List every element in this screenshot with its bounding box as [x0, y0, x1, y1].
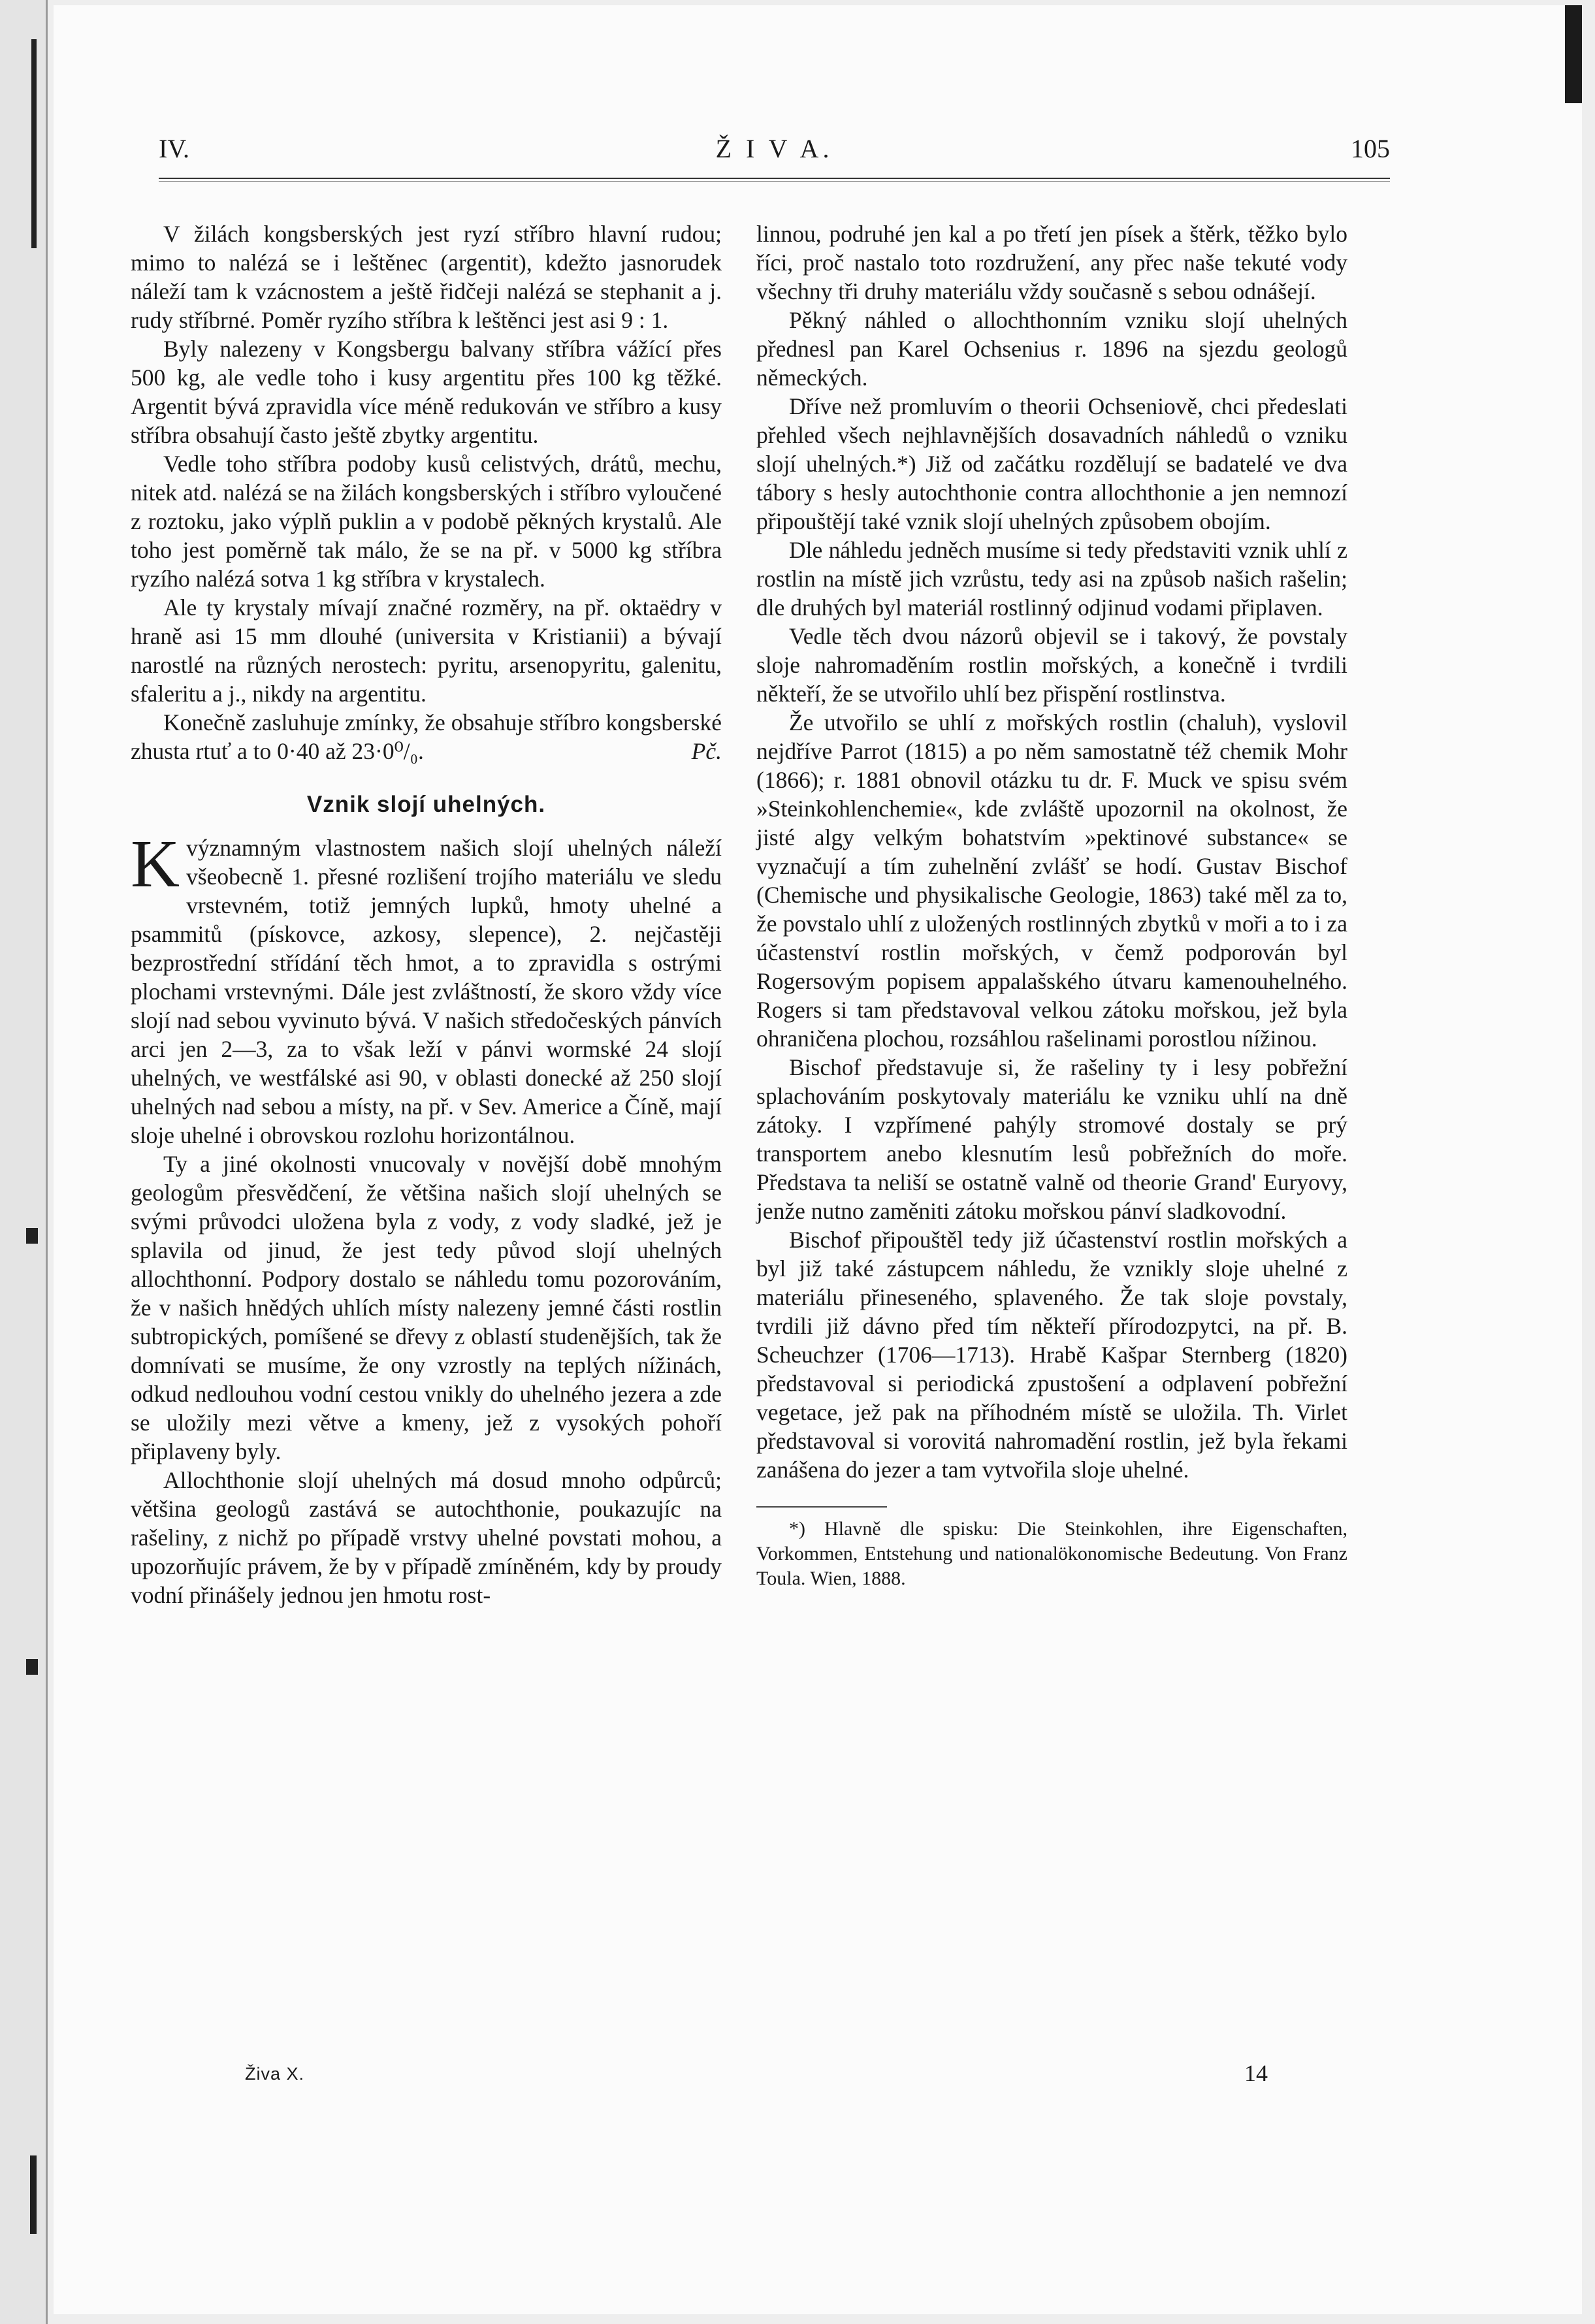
binding-mark — [26, 1659, 38, 1675]
paragraph: Ale ty krystaly mívají značné rozměry, na př. oktaëdry v hraně asi 15 mm dlouhé (universita v Kristianii) a bývají narostlé na různých nerostech: pyritu, arsenopyritu, galenitu, sfaleritu a j., nikdy na argentitu. — [131, 594, 722, 707]
volume-number: IV. — [159, 134, 190, 163]
binding-mark — [26, 1228, 38, 1244]
binding-mark — [31, 39, 37, 248]
paragraph: Vedle toho stříbra podoby kusů celistvých, drátů, mechu, nitek atd. nalézá se na žilách kongsberských i stříbro vyloučené z roztoku, jako výplň puklin a v podobě pěkných krystalů. Ale toho jest poměrně tak málo, že se na př. v 5000 kg stříbra ryzího nalézá sotva 1 kg stříbra v krystalech. — [131, 451, 722, 592]
paragraph: Allochthonie slojí uhelných má dosud mnoho odpůrců; většina geologů zastává se autochthonie, poukazujíc na rašeliny, z nichž po případě vrstvy uhelné povstati mohou, a upozorňujíc právem, že by v případě zmíněném, kdy by proudy vodní přinášely jednou jen hmotu rost- — [131, 1467, 722, 1608]
paragraph: Pěkný náhled o allochthonním vzniku slojí uhelných přednesl pan Karel Ochsenius r. 1896 na sjezdu geologů německých. — [756, 307, 1347, 391]
paragraph: linnou, podruhé jen kal a po třetí jen písek a štěrk, těžko bylo říci, proč nastalo toto rozdružení, any přec naše tekuté vody všechny tři druhy materiálu vždy současně s sebou odnášejí. — [756, 221, 1347, 304]
footnote: *) Hlavně dle spisku: Die Steinkohlen, ihre Eigenschaften, Vorkommen, Entstehung und nationalökonomische Bedeutung. Von Franz Toula. Wien, 1888. — [756, 1518, 1347, 1589]
paragraph: Dříve než promluvím o theorii Ochseniově, chci předeslati přehled všech nejhlavnějších dosavadních náhledů o vzniku slojí uhelných.*) Již od začátku rozdělují se badatelé ve dva tábory s hesly autochthonie contra allochthonie a jen nemnozí připouštějí také vznik slojí uhelných způsobem obojím. — [756, 393, 1347, 534]
paragraph: Bischof připouštěl tedy již účastenství rostlin mořských a byl již také zástupcem náhledu, že vznikly sloje uhelné z materiálu přineseného, splaveného. Že tak sloje povstaly, tvrdili již dávno před tím někteří přírodozpytci, na př. B. Scheuchzer (1706—1713). Hrabě Kašpar Sternberg (1820) představoval si periodická zpustošení a odplavení pobřežní vegetace, jež pak na příhodném místě se uložila. Th. Virlet představoval si vorovitá nahromadění rostlin, jež byla řekami zanášena do jezer a tam vytvořila sloje uhelné. — [756, 1227, 1347, 1483]
book-binding-edge — [0, 0, 48, 2324]
paragraph: Bischof představuje si, že rašeliny ty i lesy pobřežní splachováním poskytovaly materiálu ke vzniku uhlí na dně zátoky. I vzpřímené pahýly stromové dostaly se prý transportem anebo klesnutím lesů pobřežních do moře. Představa ta neliší se ostatně valně od theorie Grand' Euryovy, jenže nutno zaměniti zátoku mořskou pánví sladkovodní. — [756, 1054, 1347, 1224]
drop-cap: K — [131, 826, 180, 901]
paragraph-text: významným vlastnostem našich slojí uhelných náleží všeobecně 1. přesné rozlišení trojího materiálu ve sledu vrstevném, totiž jemných lupků, hmoty uhelné a psammitů (pískovce, azkosy, slepence), 2. nejčastěji bezprostřední střídání těch hmot, a to zpravidla s ostrými plochami vrstevnými. Dále jest zvláštností, že skoro vždy více slojí nad sebou vyvinuto bývá. V našich středočeských pánvích arci jen 2—3, za to však leží v pánvi wormské 24 slojí uhelných, ve westfálské asi 90, v oblasti donecké až 250 slojí uhelných nad sebou a místy, na př. v Sev. Americe a Číně, mají sloje uhelné i obrovskou rozlohu horizontálnou. — [131, 835, 722, 1148]
left-column — [131, 219, 722, 1609]
paragraph: Že utvořilo se uhlí z mořských rostlin (chaluh), vyslovil nejdříve Parrot (1815) a po něm samostatně též chemik Mohr (1866); r. 1881 obnovil otázku tu dr. F. Muck ve spisu svém »Steinkohlenchemie«, kde zvláště upozornil na okolnost, že jisté algy velkým bohatstvím »pektinové substance« se vyznačují a tím zuhelnění zvlášť se hodí. Gustav Bischof (Chemische und physikalische Geologie, 1863) také měl za to, že povstalo uhlí z uložených rostlinných zbytků v moři a to i za účastenství rostlin mořských, v čemž podporován byl Rogersovým popisem appalašského útvaru kamenouhelného. Rogers si tam představoval velkou zátoku mořskou, jež byla ohraničena plochou, rozsáhlou rašelinami porostlou nížinou. — [756, 709, 1347, 1052]
paragraph: Dle náhledu jedněch musíme si tedy představiti vznik uhlí z rostlin na místě jich vzrůstu, tedy asi na způsob našich rašelin; dle druhých byl materiál rostlinný odjinud vodami připlaven. — [756, 537, 1347, 621]
sheet-signature-number: 14 — [1244, 2060, 1268, 2086]
journal-signature-mark: Živa X. — [245, 2064, 305, 2084]
page-number: 105 — [1351, 134, 1390, 163]
right-column — [756, 219, 1347, 1591]
paragraph: Byly nalezeny v Kongsbergu balvany stříbra vážící přes 500 kg, ale vedle toho i kusy argentitu přes 100 kg těžké. Argentit bývá zpravidla více méně redukován ve stříbro a kusy stříbra obsahují často ještě zbytky argentitu. — [131, 336, 722, 448]
header-rule — [159, 178, 1390, 182]
article-title: Vznik slojí uhelných. — [306, 792, 546, 817]
page-corner-shadow — [1565, 5, 1582, 103]
footnote-rule — [756, 1506, 887, 1508]
paragraph: Ty a jiné okolnosti vnucovaly v novější době mnohým geologům přesvědčení, že většina našich slojí uhelných se svými průvodci uložena byla z vody, z vody sladké, jež je splavila od jinud, že jest tedy původ slojí uhelných allochthonní. Podpory dostalo se náhledu tomu pozorováním, že v našich hnědých uhlích místy nalezeny jemné části rostlin subtropických, pomíšené se dřevy z oblastí studenějších, tak že domnívati se musíme, že ony vzrostly na teplých nížinách, odkud nedlouhou vodní cestou vnikly do uhelného jezera a zde se uložily mezi větve a kmeny, jež z vysokých pohoří připlaveny byly. — [131, 1151, 722, 1464]
running-header — [159, 133, 1390, 172]
paragraph: Vedle těch dvou názorů objevil se i takový, že povstaly sloje nahromaděním rostlin mořských, a konečně i tvrdili někteří, že se utvořilo uhlí bez přispění rostlinstva. — [756, 623, 1347, 707]
author-signature: Pč. — [691, 738, 722, 764]
paragraph: Konečně zasluhuje zmínky, že obsahuje stříbro kongsberské zhusta rtuť a to 0·40 až 23·0⁰/₀. — [131, 709, 722, 764]
binding-mark — [30, 2155, 37, 2234]
article-opening-paragraph — [131, 826, 722, 1150]
paragraph: V žilách kongsberských jest ryzí stříbro hlavní rudou; mimo to nalézá se i leštěnec (argentit), kdežto jasnorudek náleží tam k vzácnostem a ještě řidčeji nalézá se stephanit a j. rudy stříbrné. Poměr ryzího stříbra k leštěnci jest asi 9 : 1. — [131, 221, 722, 333]
journal-title: Ž I V A. — [715, 134, 833, 163]
